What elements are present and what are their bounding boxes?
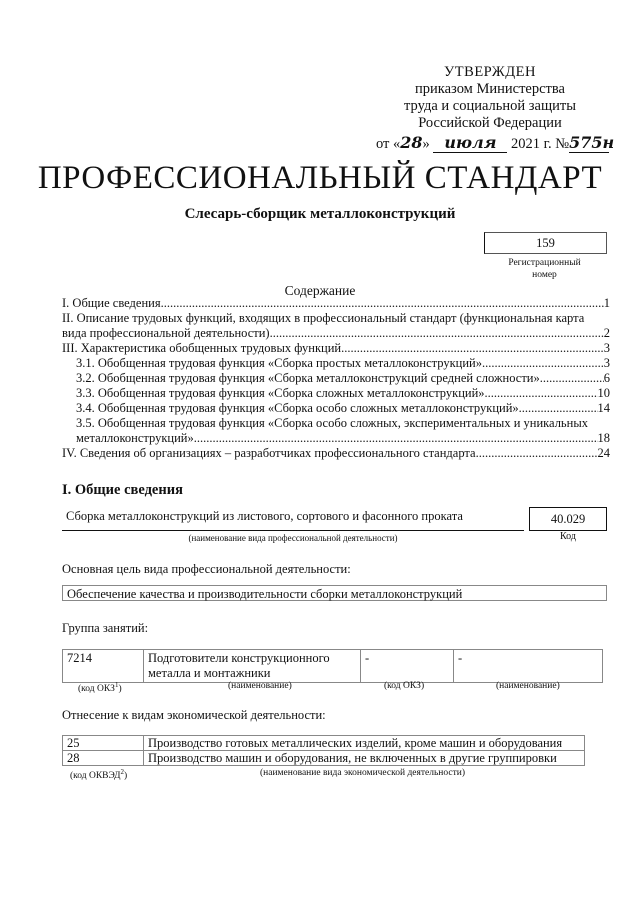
toc-item-text: III. Характеристика обобщенных трудовых функций — [62, 341, 342, 355]
table-row — [63, 736, 585, 751]
toc-item-text: 3.3. Обобщенная трудовая функция «Сборка сложных металлоконструкций» — [76, 386, 485, 400]
toc-item[interactable] — [62, 371, 610, 386]
toc-item-line[interactable]: 3.5. Обобщенная трудовая функция «Сборка особо сложных, экспериментальных и уникальных — [76, 416, 588, 430]
okz-code2-caption: (код ОКЗ) — [384, 681, 425, 691]
approval-line-1: УТВЕРЖДЕН — [444, 64, 536, 80]
toc-item-page: 3 — [603, 356, 610, 370]
caption-text: ) — [123, 771, 128, 782]
footnote-ref[interactable]: 2 — [120, 768, 124, 776]
toc-item-page: 24 — [597, 446, 610, 460]
approval-block — [370, 64, 610, 132]
toc-item[interactable] — [62, 296, 610, 311]
okz-name-cell: Подготовители конструкционного металла и монтажники — [144, 650, 361, 683]
table-of-contents — [62, 296, 610, 461]
occupation-group-table — [62, 649, 603, 683]
approval-date-line — [376, 133, 615, 153]
toc-item-page: 14 — [597, 401, 610, 415]
registration-label — [484, 257, 605, 281]
activity-caption: (наименование вида профессиональной деятельности) — [188, 533, 398, 543]
approval-year: 2021 г. № — [511, 136, 570, 152]
document-title: ПРОФЕССИОНАЛЬНЫЙ СТАНДАРТ — [37, 160, 603, 196]
approval-line-3: труда и социальной защиты — [404, 98, 576, 114]
okz-code-cell: 7214 — [63, 650, 144, 683]
goal-box: Обеспечение качества и производительности сборки металлоконструкций — [62, 585, 607, 601]
toc-item-text: 3.4. Обобщенная трудовая функция «Сборка особо сложных металлоконструкций» — [76, 401, 519, 415]
section-heading: I. Общие сведения — [62, 482, 183, 498]
registration-number-box: 159 — [484, 232, 607, 254]
approval-close-quote: » — [422, 136, 430, 152]
toc-item-page: 1 — [603, 296, 610, 310]
okved-code-caption — [70, 768, 127, 781]
toc-item-text: 3.1. Обобщенная трудовая функция «Сборка простых металлоконструкций» — [76, 356, 482, 370]
approval-line-4: Российской Федерации — [418, 115, 562, 131]
activity-underline — [62, 530, 524, 531]
toc-item-text: 3.2. Обобщенная трудовая функция «Сборка металлоконструкций средней сложности» — [76, 371, 540, 385]
approval-from: от « — [376, 136, 401, 152]
code-caption: Код — [560, 531, 576, 542]
okved-name-cell: Производство готовых металлических изделий, кроме машин и оборудования — [144, 736, 585, 751]
goal-label: Основная цель вида профессиональной деятельности: — [62, 562, 351, 576]
toc-item[interactable] — [62, 401, 610, 416]
document-subtitle: Слесарь-сборщик металлоконструкций — [184, 206, 456, 222]
okz-code-caption — [78, 681, 122, 694]
toc-heading: Содержание — [284, 283, 356, 298]
toc-item-text: IV. Сведения об организациях – разработчиках профессионального стандарта — [62, 446, 476, 460]
table-row — [63, 751, 585, 766]
group-label: Группа занятий: — [62, 621, 149, 635]
approval-line-2: приказом Министерства — [415, 81, 565, 97]
toc-item-page: 10 — [597, 386, 610, 400]
approval-day: 28 — [400, 133, 423, 152]
okz-code2-cell: - — [361, 650, 454, 683]
okved-name-cell: Производство машин и оборудования, не включенных в другие группировки — [144, 751, 585, 766]
footnote-ref[interactable]: 1 — [114, 681, 119, 689]
okz-name2-caption: (наименование) — [496, 681, 560, 691]
approval-number: 575н — [569, 133, 615, 152]
toc-item-page: 6 — [603, 371, 610, 385]
okved-code-cell: 28 — [63, 751, 144, 766]
caption-text: (код ОКЗ — [78, 684, 115, 695]
toc-item-page: 3 — [603, 341, 610, 355]
activity-kind: Сборка металлоконструкций из листового, сортового и фасонного проката — [66, 509, 463, 523]
table-row — [63, 650, 603, 683]
toc-item[interactable] — [62, 356, 610, 371]
toc-item-text: металлоконструкций» — [76, 431, 194, 445]
caption-text: (код ОКВЭД — [70, 771, 121, 782]
toc-item-text: I. Общие сведения — [62, 296, 161, 310]
toc-item[interactable] — [62, 341, 610, 356]
toc-item-line[interactable]: II. Описание трудовых функций, входящих в профессиональный стандарт (функциональная карта — [62, 311, 585, 325]
toc-item[interactable] — [62, 446, 610, 461]
toc-item[interactable] — [62, 431, 610, 446]
okved-code-cell: 25 — [63, 736, 144, 751]
okved-name-caption: (наименование вида экономической деятельности) — [260, 768, 465, 778]
registration-label-line-2: номер — [532, 270, 557, 280]
toc-item-page: 18 — [597, 431, 610, 445]
toc-item-text: вида профессиональной деятельности) — [62, 326, 270, 340]
okz-name2-cell: - — [454, 650, 603, 683]
toc-item[interactable] — [62, 386, 610, 401]
economic-activity-table — [62, 735, 585, 766]
caption-text: ) — [118, 684, 122, 695]
activity-code-box: 40.029 — [529, 507, 607, 531]
okz-name-caption: (наименование) — [228, 681, 292, 691]
toc-item-page: 2 — [603, 326, 610, 340]
registration-label-line-1: Регистрационный — [508, 258, 581, 268]
eco-label: Отнесение к видам экономической деятельности: — [62, 708, 326, 722]
toc-item[interactable] — [62, 326, 610, 341]
approval-month: июля — [433, 133, 507, 153]
